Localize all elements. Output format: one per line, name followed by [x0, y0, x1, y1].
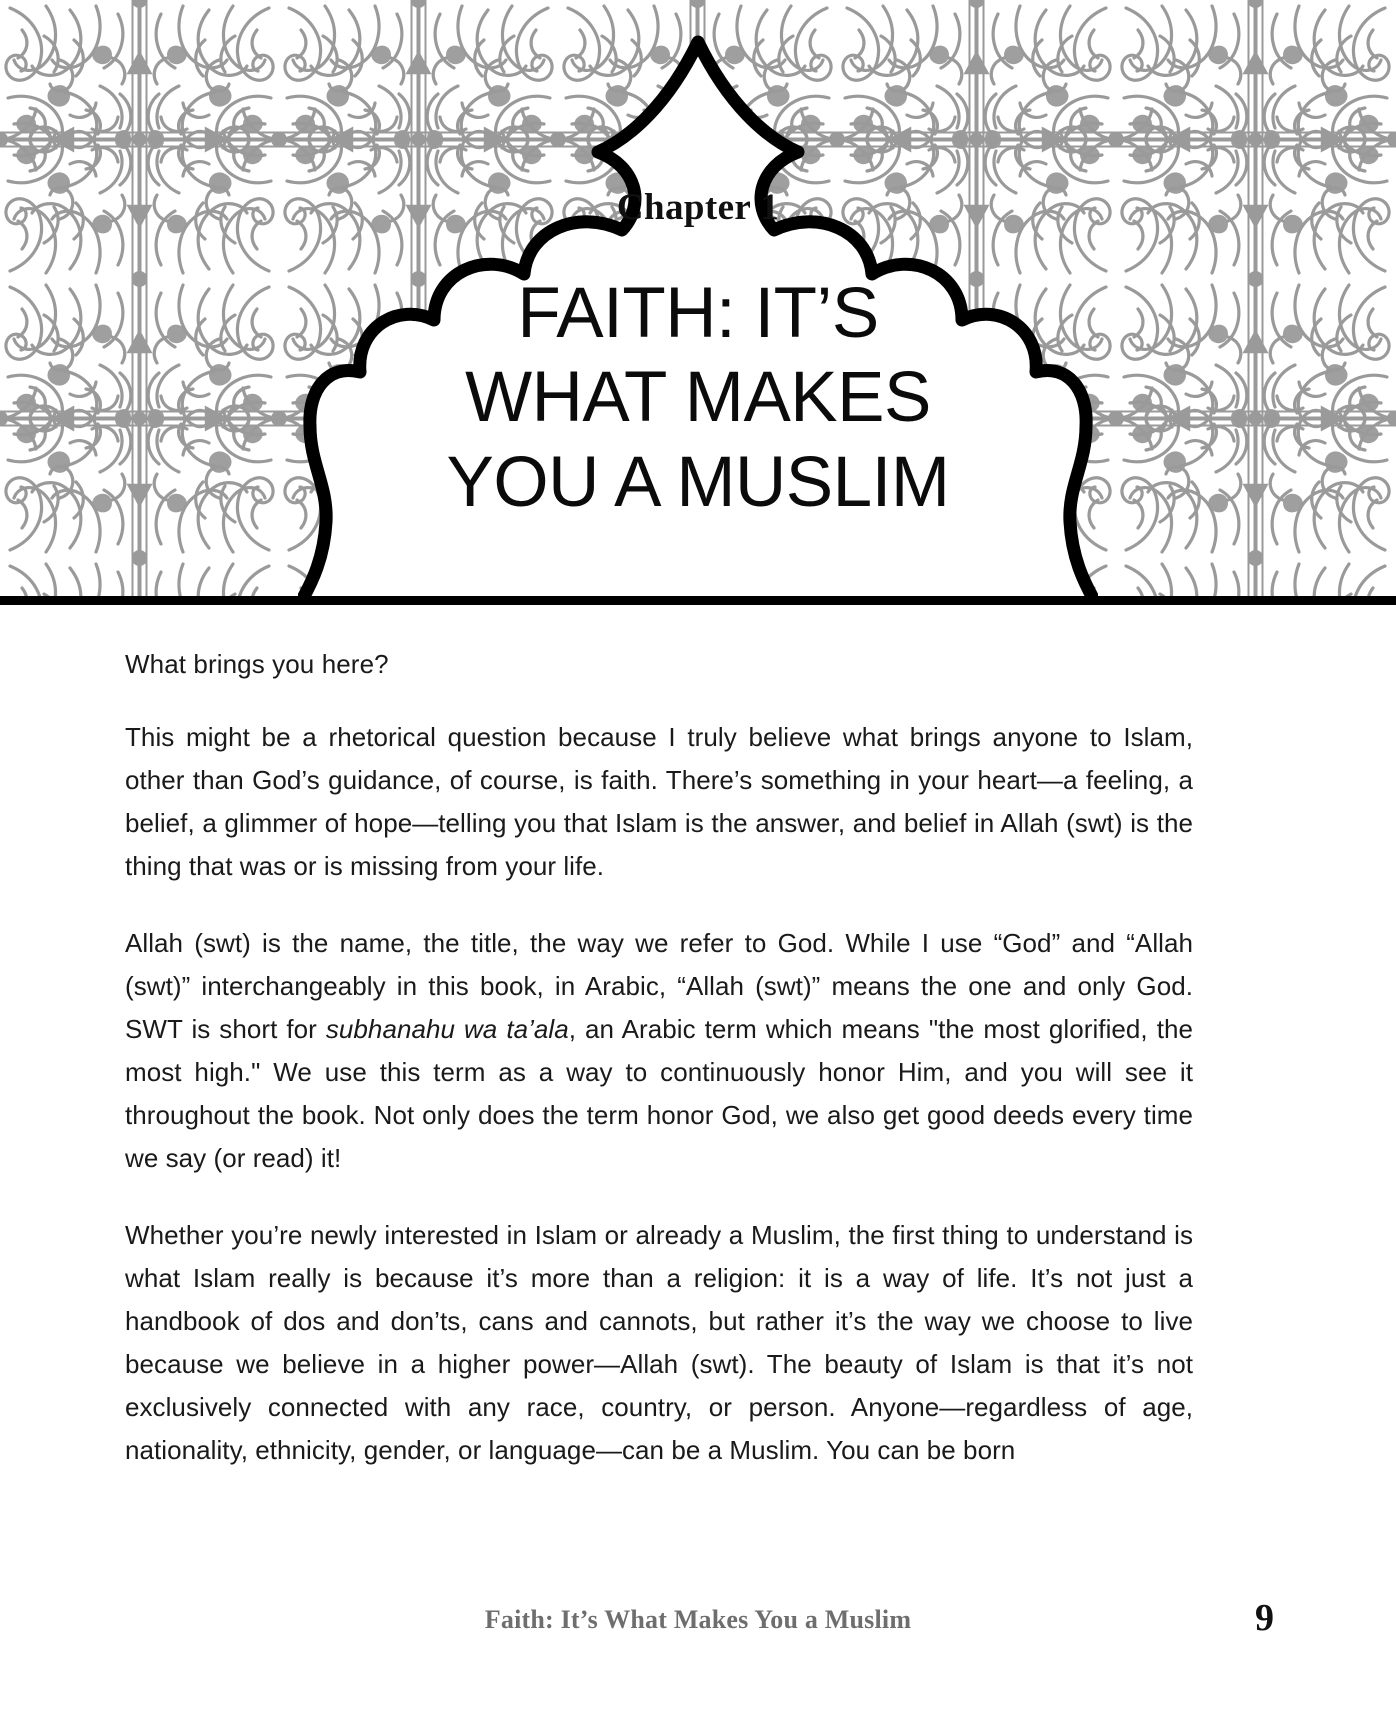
page-body [0, 605, 1396, 1723]
chapter-header [0, 0, 1396, 605]
chapter-title: FAITH: IT’S WHAT MAKES YOU A MUSLIM [446, 274, 950, 522]
header-divider-rule [0, 596, 1396, 605]
text-run: Whether you’re newly interested in Islam or already a Muslim, the first thing to understand is what Islam really is because it’s more than a religion: it is a way of life. It’s not just a handbook of dos and don’ts, cans and cannots, but rather it’s the way we choose to live because we believe in a higher power—Allah (swt). The beauty of Islam is that it’s not exclusively connected with any race, country, or person. Anyone—regardless of age, nationality, ethnicity, gender, or language—can be a Muslim. You can be born [125, 1220, 1193, 1466]
page-number: 9 [1255, 1597, 1274, 1639]
body-text-column [125, 647, 1193, 1472]
emphasized-term: subhanahu wa ta’ala [325, 1014, 569, 1045]
lead-question: What brings you here? [125, 649, 389, 679]
text-run: This might be a rhetorical question because I truly believe what brings anyone to Islam, other than God’s guidance, of course, is faith. There’s something in your heart—a feeling, a belief, a glimmer of hope—telling you that Islam is the answer, and belief in Allah (swt) is the thing that was or is missing from your life. [125, 722, 1193, 882]
running-head: Faith: It’s What Makes You a Muslim [484, 1605, 912, 1634]
chapter-number-label: Chapter 1 [616, 187, 780, 228]
page-footer [0, 1597, 1396, 1645]
body-paragraph [125, 716, 1193, 888]
cusped-arch-frame [298, 34, 1098, 605]
text-run: , an Arabic term which means "the most glorified, the most high." We use this term as a way to continuously honor Him, and you will see it throughout the book. Not only does the term honor God, we also get good deeds every time we say (or read) it! [125, 1014, 1193, 1174]
text-run: Allah (swt) is the name, the title, the way we refer to God. While I use “God” and “Allah (swt)” interchangeably in this book, in Arabic, “Allah (swt)” means the one and only God. SWT is short for [125, 928, 1193, 1045]
body-paragraph [125, 922, 1193, 1180]
body-paragraph [125, 1214, 1193, 1472]
